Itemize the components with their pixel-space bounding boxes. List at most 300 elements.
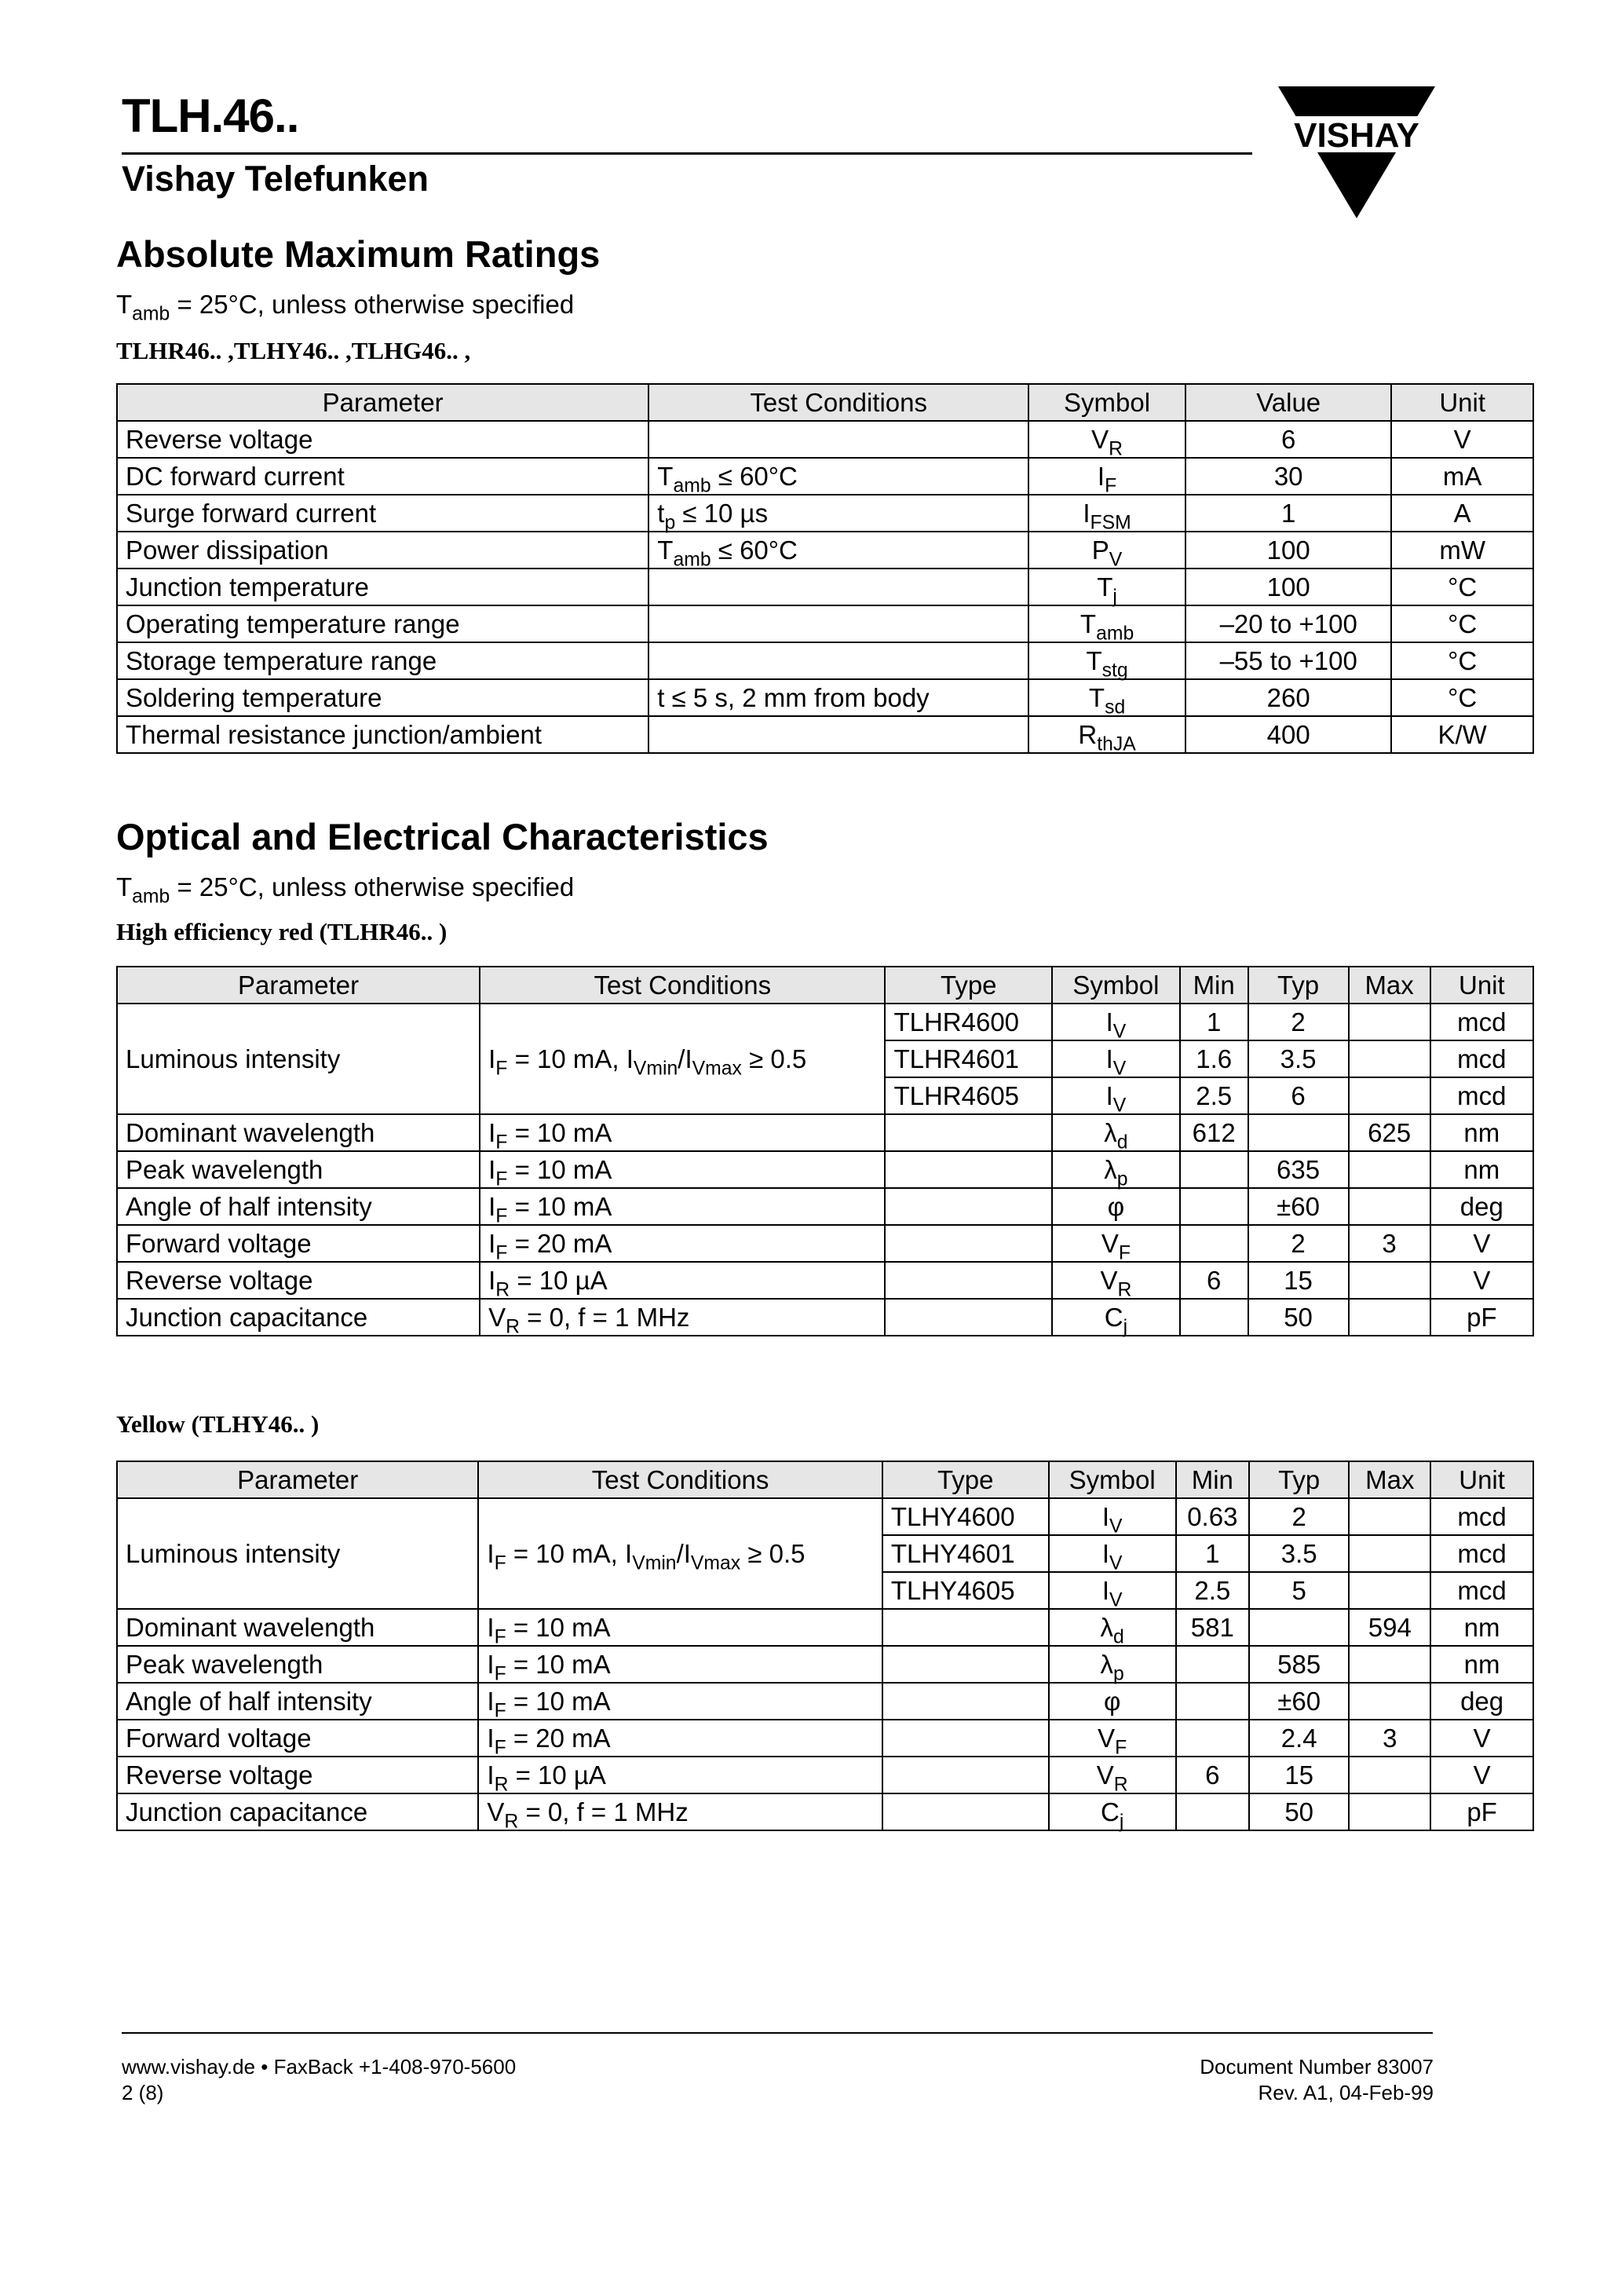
parameter-cell: Reverse voltage — [117, 1262, 480, 1299]
parameter-cell: Operating temperature range — [117, 605, 648, 642]
min-cell: 2.5 — [1180, 1077, 1248, 1114]
min-cell — [1176, 1793, 1249, 1830]
unit-cell: mcd — [1430, 1572, 1533, 1609]
typ-cell: 2 — [1248, 1225, 1349, 1262]
yellow-header-cell: Parameter — [117, 1461, 478, 1498]
test-condition-cell — [480, 1151, 885, 1188]
test-condition-cell — [480, 1004, 885, 1114]
test-condition-sub: Vmax — [690, 1552, 741, 1574]
symbol-text: λ — [1104, 1154, 1117, 1184]
min-cell — [1176, 1683, 1249, 1720]
type-cell — [885, 1188, 1052, 1225]
symbol-cell — [1049, 1609, 1176, 1646]
min-cell — [1176, 1646, 1249, 1683]
test-condition-sub: amb — [673, 549, 711, 571]
test-condition-rest: = 20 mA — [506, 1723, 611, 1753]
min-cell — [1180, 1151, 1248, 1188]
type-cell: TLHY4601 — [882, 1535, 1049, 1572]
symbol-sub: amb — [1096, 623, 1134, 645]
max-cell — [1349, 1757, 1430, 1793]
yellow-header-cell: Type — [882, 1461, 1049, 1498]
symbol-text: P — [1091, 535, 1109, 565]
amr-header-cell: Test Conditions — [648, 384, 1028, 421]
type-cell — [885, 1114, 1052, 1151]
unit-cell: A — [1391, 495, 1533, 532]
min-cell: 0.63 — [1176, 1498, 1249, 1535]
typ-cell: 50 — [1249, 1793, 1350, 1830]
test-condition-sub: F — [495, 1168, 508, 1190]
table-row — [117, 605, 1533, 642]
test-condition-sub: F — [495, 1242, 508, 1264]
test-condition-sub: R — [504, 1811, 519, 1833]
min-cell: 6 — [1180, 1262, 1248, 1299]
min-cell — [1176, 1720, 1249, 1757]
symbol-sub: FSM — [1090, 512, 1131, 534]
symbol-cell — [1028, 642, 1185, 682]
min-cell: 1 — [1180, 1004, 1248, 1040]
parameter-cell: Soldering temperature — [117, 679, 648, 716]
yellow-header-cell: Test Conditions — [478, 1461, 882, 1498]
typ-cell: ±60 — [1249, 1683, 1350, 1720]
max-cell — [1349, 1572, 1430, 1609]
symbol-sub: j — [1112, 586, 1117, 608]
max-cell — [1349, 1151, 1430, 1188]
red-heading: High efficiency red (TLHR46.. ) — [116, 918, 448, 945]
unit-cell: V — [1430, 1225, 1533, 1262]
test-condition-cell — [648, 532, 1028, 569]
symbol-sub: F — [1118, 1242, 1131, 1264]
red-header-cell: Min — [1180, 967, 1248, 1004]
parameter-cell: Angle of half intensity — [117, 1188, 480, 1225]
symbol-text: I — [1097, 461, 1105, 491]
test-condition-cell — [648, 421, 1028, 458]
type-cell — [885, 1151, 1052, 1188]
symbol-text: C — [1101, 1797, 1120, 1826]
test-condition-text: V — [487, 1797, 505, 1826]
symbol-cell — [1028, 458, 1185, 495]
table-row — [117, 495, 1533, 532]
test-condition-text: /I — [676, 1538, 691, 1568]
test-condition-cell — [480, 1114, 885, 1151]
symbol-cell — [1052, 1077, 1180, 1117]
table-row — [117, 532, 1533, 569]
amr-header-cell: Value — [1185, 384, 1391, 421]
type-cell — [885, 1299, 1052, 1336]
oec-section-title: Optical and Electrical Characteristics — [116, 816, 769, 857]
symbol-text: T — [1086, 645, 1102, 675]
type-cell — [882, 1646, 1049, 1683]
table-row — [117, 1757, 1533, 1793]
unit-cell: V — [1391, 421, 1533, 458]
typ-cell: 6 — [1248, 1077, 1349, 1114]
type-cell — [882, 1757, 1049, 1793]
parameter-cell: Power dissipation — [117, 532, 648, 569]
symbol-sub: F — [1115, 1737, 1127, 1759]
min-cell — [1180, 1225, 1248, 1262]
parameter-cell: Forward voltage — [117, 1720, 478, 1757]
typ-cell — [1248, 1114, 1349, 1151]
typ-cell: 15 — [1248, 1262, 1349, 1299]
table-row — [117, 1114, 1533, 1151]
test-condition-rest: ≤ 10 µs — [675, 498, 769, 528]
symbol-sub: V — [1112, 1095, 1127, 1117]
type-cell: TLHR4601 — [885, 1040, 1052, 1077]
red-header-row — [117, 967, 1533, 1004]
test-condition-sub: Vmin — [633, 1058, 678, 1080]
test-condition-text: t ≤ 5 s, 2 mm from body — [657, 682, 930, 712]
parameter-cell: Junction temperature — [117, 569, 648, 605]
unit-cell: mcd — [1430, 1040, 1533, 1077]
table-row — [117, 1262, 1533, 1299]
unit-cell: deg — [1430, 1188, 1533, 1225]
test-condition-rest: = 10 mA — [507, 1117, 612, 1147]
test-condition-text: I — [488, 1191, 496, 1221]
type-cell — [882, 1683, 1049, 1720]
max-cell — [1349, 1040, 1430, 1077]
test-condition-rest: = 20 mA — [507, 1228, 612, 1258]
symbol-cell — [1052, 1004, 1180, 1043]
unit-cell: V — [1430, 1720, 1533, 1757]
value-cell: 100 — [1185, 569, 1391, 605]
symbol-cell — [1049, 1498, 1176, 1535]
value-cell: 260 — [1185, 679, 1391, 716]
unit-cell: pF — [1430, 1793, 1533, 1830]
test-condition-text: V — [488, 1302, 506, 1332]
footer-rev: Rev. A1, 04-Feb-99 — [1258, 2080, 1434, 2104]
test-condition-text: /I — [678, 1044, 692, 1073]
parameter-cell: Dominant wavelength — [117, 1114, 480, 1151]
symbol-text: V — [1098, 1723, 1116, 1753]
symbol-text: I — [1101, 1538, 1109, 1568]
amr-header-cell: Unit — [1391, 384, 1533, 421]
test-condition-sub: F — [494, 1737, 506, 1759]
typ-cell: 635 — [1248, 1151, 1349, 1188]
test-condition-rest: = 0, f = 1 MHz — [518, 1797, 689, 1826]
parameter-cell: Peak wavelength — [117, 1646, 478, 1683]
symbol-text: φ — [1107, 1191, 1125, 1221]
symbol-sub: V — [1112, 1058, 1127, 1080]
test-condition-rest: = 10 mA — [507, 1154, 612, 1184]
oec-conditions: $T_{amb} = 25^\circ C$, unless otherwise specified — [116, 872, 575, 908]
test-condition-sub: Vmin — [632, 1552, 677, 1574]
max-cell: 3 — [1349, 1225, 1430, 1262]
symbol-text: I — [1083, 498, 1090, 528]
symbol-cell — [1049, 1793, 1176, 1833]
red-header-cell: Typ — [1248, 967, 1349, 1004]
parameter-cell: Reverse voltage — [117, 421, 648, 458]
test-condition-sub: F — [494, 1663, 506, 1685]
symbol-cell — [1052, 1299, 1180, 1336]
parameter-cell: Luminous intensity — [117, 1498, 478, 1609]
symbol-cell — [1028, 532, 1185, 569]
symbol-sub: p — [1113, 1663, 1124, 1685]
test-condition-text: T — [657, 535, 674, 565]
symbol-cell — [1049, 1572, 1176, 1609]
symbol-sub: V — [1109, 1552, 1123, 1574]
symbol-sub: V — [1109, 549, 1123, 571]
table-row — [117, 1299, 1533, 1336]
parameter-cell: DC forward current — [117, 458, 648, 495]
parameter-cell: Reverse voltage — [117, 1757, 478, 1793]
unit-cell: pF — [1430, 1299, 1533, 1336]
symbol-cell — [1049, 1757, 1176, 1796]
yellow-header-cell: Typ — [1249, 1461, 1350, 1498]
yellow-heading: Yellow (TLHY46.. ) — [116, 1410, 320, 1438]
test-condition-rest: = 10 mA — [506, 1612, 611, 1642]
table-row — [117, 642, 1533, 679]
symbol-text: V — [1091, 424, 1109, 454]
type-cell — [882, 1793, 1049, 1830]
test-condition-text: T — [657, 461, 674, 491]
unit-cell: °C — [1391, 679, 1533, 716]
unit-cell: nm — [1430, 1646, 1533, 1683]
footer-web[interactable]: www.vishay.de • FaxBack +1-408-970-5600 — [122, 2055, 517, 2078]
test-condition-cell — [480, 1188, 885, 1225]
parameter-cell: Storage temperature range — [117, 642, 648, 679]
parameter-cell: Angle of half intensity — [117, 1683, 478, 1720]
table-row — [117, 1609, 1533, 1646]
max-cell: 3 — [1349, 1720, 1430, 1757]
type-cell — [885, 1262, 1052, 1299]
symbol-text: C — [1104, 1302, 1123, 1332]
test-condition-cell — [478, 1498, 882, 1609]
unit-cell: mcd — [1430, 1077, 1533, 1114]
test-condition-sub: p — [664, 512, 676, 534]
max-cell: 594 — [1349, 1609, 1430, 1646]
unit-cell: K/W — [1391, 716, 1533, 753]
test-condition-cell — [648, 642, 1028, 679]
parameter-cell: Luminous intensity — [117, 1004, 480, 1114]
document-title: TLH.46.. — [122, 90, 299, 142]
test-condition-cell — [648, 605, 1028, 642]
table-row — [117, 1720, 1533, 1757]
table-row — [117, 1225, 1533, 1262]
amr-conditions: $T_{amb} = 25^\circ C$, unless otherwise specified — [116, 290, 575, 325]
value-cell: 6 — [1185, 421, 1391, 458]
document-subtitle: Vishay Telefunken — [122, 159, 429, 199]
symbol-cell — [1028, 495, 1185, 532]
test-condition-cell — [480, 1225, 885, 1262]
test-condition-rest: ≤ 60°C — [711, 461, 798, 491]
test-condition-text: I — [488, 1228, 496, 1258]
test-condition-cell — [648, 679, 1028, 716]
symbol-text: R — [1078, 719, 1098, 749]
test-condition-cell — [648, 495, 1028, 532]
test-condition-sub: F — [495, 1058, 508, 1080]
min-cell: 1 — [1176, 1535, 1249, 1572]
symbol-text: T — [1088, 682, 1105, 712]
symbol-cell — [1028, 421, 1185, 458]
symbol-text: V — [1100, 1265, 1118, 1295]
min-cell: 1.6 — [1180, 1040, 1248, 1077]
type-cell — [885, 1225, 1052, 1262]
table-row — [117, 421, 1533, 458]
test-condition-rest: = 10 mA — [507, 1191, 612, 1221]
red-table — [116, 966, 1534, 1336]
symbol-cell — [1052, 1040, 1180, 1080]
symbol-sub: p — [1116, 1168, 1128, 1190]
symbol-text: λ — [1100, 1612, 1114, 1642]
value-cell: 100 — [1185, 532, 1391, 569]
type-cell: TLHY4605 — [882, 1572, 1049, 1609]
test-condition-cell — [478, 1646, 882, 1683]
symbol-cell — [1049, 1720, 1176, 1757]
symbol-cell — [1052, 1188, 1180, 1225]
symbol-text: I — [1101, 1575, 1109, 1605]
typ-cell: 3.5 — [1249, 1535, 1350, 1572]
yellow-header-cell: Symbol — [1049, 1461, 1176, 1498]
amr-section-title: Absolute Maximum Ratings — [116, 233, 601, 275]
max-cell — [1349, 1793, 1430, 1830]
test-condition-rest: = 0, f = 1 MHz — [520, 1302, 690, 1332]
min-cell: 612 — [1180, 1114, 1248, 1151]
symbol-text: V — [1096, 1760, 1114, 1790]
symbol-cell — [1052, 1262, 1180, 1299]
unit-cell: °C — [1391, 569, 1533, 605]
parameter-cell: Peak wavelength — [117, 1151, 480, 1188]
test-condition-sub: F — [494, 1626, 506, 1648]
amr-header-cell: Parameter — [117, 384, 648, 421]
footer-rule — [122, 2032, 1433, 2034]
typ-cell: 2 — [1248, 1004, 1349, 1040]
footer-left — [122, 2054, 516, 2105]
unit-cell: °C — [1391, 605, 1533, 642]
table-row — [117, 569, 1533, 605]
test-condition-cell — [478, 1683, 882, 1720]
test-condition-rest: ≤ 60°C — [711, 535, 798, 565]
typ-cell — [1249, 1609, 1350, 1646]
test-condition-cell — [478, 1609, 882, 1646]
test-condition-cell — [480, 1299, 885, 1336]
value-cell: 1 — [1185, 495, 1391, 532]
table-row — [117, 1151, 1533, 1188]
red-header-cell: Unit — [1430, 967, 1533, 1004]
symbol-sub: thJA — [1097, 733, 1136, 755]
symbol-sub: F — [1105, 475, 1117, 497]
test-condition-text: t — [657, 498, 665, 528]
symbol-text: I — [1105, 1007, 1113, 1036]
logo-text: VISHAY — [1294, 116, 1419, 155]
typ-cell: 5 — [1249, 1572, 1350, 1609]
value-cell: –20 to +100 — [1185, 605, 1391, 642]
symbol-text: I — [1105, 1044, 1113, 1073]
value-cell: 30 — [1185, 458, 1391, 495]
symbol-sub: V — [1112, 1021, 1127, 1043]
test-condition-text: I — [487, 1538, 495, 1568]
test-condition-text: I — [487, 1612, 495, 1642]
unit-cell: mcd — [1430, 1498, 1533, 1535]
header-rule — [122, 152, 1252, 155]
unit-cell: nm — [1430, 1609, 1533, 1646]
max-cell — [1349, 1004, 1430, 1040]
type-cell — [882, 1609, 1049, 1646]
amr-header-cell: Symbol — [1028, 384, 1185, 421]
table-row — [117, 679, 1533, 716]
test-condition-text: I — [488, 1117, 496, 1147]
max-cell: 625 — [1349, 1114, 1430, 1151]
test-condition-rest: = 10 µA — [510, 1265, 608, 1295]
unit-cell: mcd — [1430, 1535, 1533, 1572]
red-header-cell: Type — [885, 967, 1052, 1004]
value-cell: –55 to +100 — [1185, 642, 1391, 679]
symbol-cell — [1028, 679, 1185, 716]
parameter-cell: Forward voltage — [117, 1225, 480, 1262]
type-cell: TLHR4600 — [885, 1004, 1052, 1040]
typ-cell: 50 — [1248, 1299, 1349, 1336]
test-condition-text: = 10 mA, I — [506, 1538, 633, 1568]
symbol-cell — [1052, 1114, 1180, 1151]
amr-types: TLHR46.. ,TLHY46.. ,TLHG46.. , — [116, 337, 471, 364]
unit-cell: V — [1430, 1757, 1533, 1793]
symbol-text: I — [1101, 1501, 1109, 1531]
symbol-cell — [1052, 1151, 1180, 1188]
symbol-sub: d — [1113, 1626, 1124, 1648]
table-row — [117, 458, 1533, 495]
symbol-cell — [1049, 1683, 1176, 1720]
typ-cell: 2.4 — [1249, 1720, 1350, 1757]
test-condition-text: I — [488, 1265, 496, 1295]
unit-cell: °C — [1391, 642, 1533, 679]
parameter-cell: Thermal resistance junction/ambient — [117, 716, 648, 753]
symbol-cell — [1028, 569, 1185, 608]
yellow-table — [116, 1461, 1534, 1831]
symbol-cell — [1052, 1225, 1180, 1262]
test-condition-sub: R — [506, 1316, 520, 1338]
symbol-text: λ — [1104, 1117, 1117, 1147]
red-header-cell: Parameter — [117, 967, 480, 1004]
type-cell: TLHR4605 — [885, 1077, 1052, 1114]
symbol-cell — [1049, 1535, 1176, 1572]
max-cell — [1349, 1535, 1430, 1572]
symbol-sub: stg — [1101, 660, 1128, 682]
test-condition-cell — [480, 1262, 885, 1299]
yellow-header-row — [117, 1461, 1533, 1498]
test-condition-cell — [648, 716, 1028, 753]
min-cell: 2.5 — [1176, 1572, 1249, 1609]
symbol-cell — [1049, 1646, 1176, 1683]
parameter-cell: Junction capacitance — [117, 1299, 480, 1336]
symbol-sub: R — [1113, 1774, 1128, 1796]
max-cell — [1349, 1299, 1430, 1336]
test-condition-rest: = 10 mA — [506, 1649, 611, 1679]
symbol-sub: V — [1109, 1515, 1123, 1537]
parameter-cell: Surge forward current — [117, 495, 648, 532]
test-condition-cell — [478, 1793, 882, 1833]
test-condition-text: I — [487, 1723, 495, 1753]
table-row — [117, 1683, 1533, 1720]
unit-cell: nm — [1430, 1114, 1533, 1151]
amr-header-row — [117, 384, 1533, 421]
table-row — [117, 1793, 1533, 1830]
symbol-sub: j — [1119, 1811, 1124, 1833]
symbol-sub: R — [1109, 438, 1123, 460]
red-header-cell: Max — [1349, 967, 1430, 1004]
symbol-text: T — [1097, 572, 1113, 601]
min-cell — [1180, 1299, 1248, 1336]
unit-cell: nm — [1430, 1151, 1533, 1188]
footer-docnum: Document Number 83007 — [1200, 2055, 1434, 2078]
red-header-cell: Test Conditions — [480, 967, 885, 1004]
footer-page: 2 (8) — [122, 2080, 164, 2104]
symbol-sub: d — [1116, 1132, 1128, 1153]
typ-cell: 3.5 — [1248, 1040, 1349, 1077]
unit-cell: mW — [1391, 532, 1533, 569]
max-cell — [1349, 1646, 1430, 1683]
typ-cell: 2 — [1249, 1498, 1350, 1535]
type-cell: TLHY4600 — [882, 1498, 1049, 1535]
test-condition-rest: = 10 µA — [508, 1760, 606, 1790]
min-cell — [1180, 1188, 1248, 1225]
